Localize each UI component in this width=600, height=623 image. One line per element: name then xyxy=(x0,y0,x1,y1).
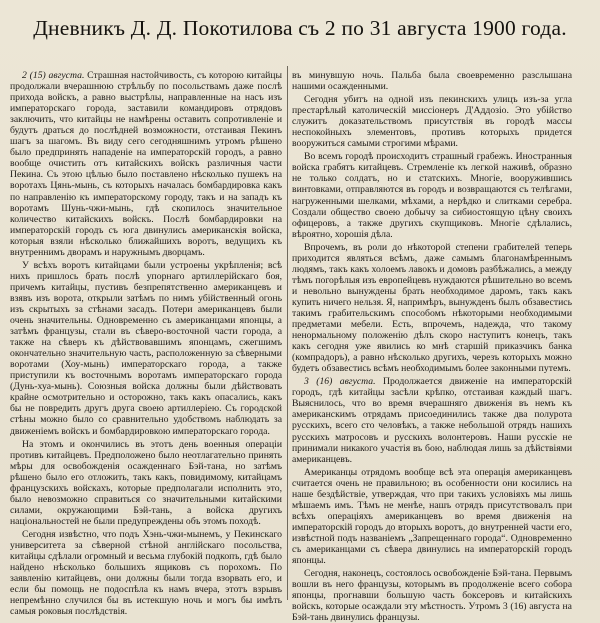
paragraph xyxy=(292,242,572,375)
paragraph xyxy=(292,94,572,149)
paragraph-text: На этомъ и окончились въ этотъ день военныя операціи противъ китайцевъ. Предположено было неотлагательно принять мѣры для освобожденія осажденнаго Бэй-тана, но затѣмъ рѣшено было его отложить, такъ какъ, повидимому, китайцамъ французскихъ войскахъ, которые предполагали исполнить это, было невозможно справиться со значительными китайскими силами, окружающими Бэй-тань, а войска другихъ національностей не были предупреждены объ этомъ походѣ. xyxy=(10,438,282,527)
left-column xyxy=(10,70,282,617)
entry-date: 3 (16) августа. xyxy=(304,376,383,388)
paragraph xyxy=(10,529,282,617)
paragraph-text: Сегодня убитъ на одной изъ пекинскихъ улицъ изъ-за угла престарѣлый католическій миссіонеръ Д'Аддозіо. Это убійство служитъ доказательствомъ присутствія въ городѣ массы неспокойныхъ элементовъ, противъ которыхъ придется вооружиться самыми строгими мѣрами. xyxy=(292,94,572,150)
paragraph-text: въ минувшую ночь. Пальба была своевременно разслышана нашими осажденными. xyxy=(292,70,572,93)
entry-date: 2 (15) августа. xyxy=(22,70,88,81)
paragraph-text: Американцы отрядомъ вообще всѣ эта операція американцевъ считается очень не правильною; въ особенности они косились на наше бездѣйствіе, утверждая, что при такихъ условіяхъ мы лишь мѣшаемъ имъ. Тѣмъ не менѣе, нашъ отрядъ присутствовалъ при всѣхъ операціяхъ американцевъ во время движенія на императорскій городъ до вторыхъ воротъ, до внутренней части его, извѣстной подъ названіемъ „Запрещеннаго города“. Одновременно съ американцами съ сѣвера двинулись на императорскій городъ японцы. xyxy=(292,466,572,567)
paragraph-text: Сегодня извѣстно, что подъ Хэнь-чжи-мынемъ, у Пекинскаго университета за сѣверной стѣной англійскаго посольства, китайцы сдѣлали огромный и весьма глубокій подкопъ, гдѣ было найдено нѣсколько большихъ ящиковъ съ порохомъ. По заявленію китайцевъ, они должны были тогда взорвать его, и если бы помощь не подоспѣла къ намъ вчера, этотъ взрывъ непремѣнно случился бы въ истекшую ночь и могъ бы имѣть самыя роковыя послѣдствія. xyxy=(10,528,282,618)
paragraph xyxy=(292,70,572,92)
paragraph-text: Впрочемъ, въ роли до нѣкоторой степени грабителей теперь приходится являться всѣмъ, даже самымъ благонамѣреннымъ людямъ, такъ какъ холоемъ лавокъ и домовъ разбѣжались, а между тѣмъ погорѣлыя изъ европейцевъ нуждаются рѣшительно во всемъ и невольно вынуждены брать необходимое даромъ, такъ какъ купить ничего нельзя. Я, напримѣръ, вынужденъ былъ обзавестись такимъ грабительскимъ способомъ нѣкоторыми необходимыми предметами мебели. Есть, впрочемъ, надежда, что такому ненормальному положенію дѣлъ скоро наступитъ конецъ, такъ какъ сегодня уже явились ко мнѣ старшій приказчикъ банка (компрадоръ), а равно нѣсколько другихъ, черезъ которыхъ можно будетъ обзавестись всѣмъ необходимымъ более законными путемъ. xyxy=(292,241,572,375)
diary-title: Дневникъ Д. Д. Покотилова съ 2 по 31 августа 1900 года. xyxy=(33,16,567,40)
paragraph xyxy=(292,376,572,464)
column-divider xyxy=(287,66,288,600)
right-column xyxy=(292,70,572,623)
paragraph xyxy=(10,260,282,437)
paragraph xyxy=(292,568,572,623)
paragraph xyxy=(10,70,282,258)
paragraph-text: Страшная настойчивость, съ которою китайцы продолжали вчерашнюю стрѣльбу по посольствамъ даже послѣ прихода войскъ, а равно выстрѣлы, направленные на насъ изъ императорскаго города, заставили командировъ отрядовъ заключить, что китайцы не намѣрены оставить сопротивленіе и будутъ драться до послѣдней возможности, отстаивая Пекинъ шагъ за шагомъ. Въ виду сего сегодняшнимъ утромъ рѣшено было предпринять нападеніе на императорскій городъ, а равно вообще очистить отъ китайскихъ войскъ различныя части Пекина. Съ этою цѣлью было поставлено нѣсколько пушекъ на воротахъ Цянь-мынь, съ которыхъ началась бомбардировка какъ по направленію къ императорскому городу, такъ и на западъ къ воротамъ Шунь-чжи-мынь, гдѣ скопилось значительное количество китайскихъ войскъ. Послѣ бомбардировки на императорскій городъ съ юга двинулись американскія войска, которыя взяли нѣсколько ближайшихъ воротъ, ведущихъ къ внутреннимъ дворамъ и наружнымъ дворцамъ. xyxy=(10,70,283,258)
paragraph xyxy=(292,467,572,566)
paragraph xyxy=(292,151,572,239)
paragraph xyxy=(10,439,282,527)
paragraph-text: Продолжается движеніе на императорскій городъ, гдѣ китайцы засѣли крѣпко, отстаивая каждый шагъ. Выяснилось, что во время вчерашняго движенія въ немъ къ американскимъ отрядамъ присоединились также два полурота русскихъ, всего сто человѣкъ, а также небольшой отрядъ нашихъ русскихъ матросовъ и русскихъ волонтеровъ. Наши русскіе не принимали никакого участія въ бою, наблюдая лишь за дѣйствіями американцевъ. xyxy=(292,376,572,465)
paragraph-text: У всѣхъ воротъ китайцами были устроены укрѣпленія; всѣ нихъ пришлось брать послѣ упорнаго артиллерійскаго боя, причемъ китайцы, пустивъ безпрепятственно американцевъ и взявъ изъ ворота, открыли затѣмъ по нимъ убійственный огонь изъ скрытыхъ за стѣнами засадъ. Потери американцевъ были очень значительны. Одновременно съ американцами японцы, а затѣмъ французы, стали въ сѣверо-восточной части города, а также на сѣверъ къ дѣйствовавшимъ японцамъ, сжегшимъ окончательно значительную часть, расположенную за сѣверными воротами (Хоу-мынь) императорскаго города, а также приступили къ восточнымъ воротамъ императорскаго города (Дунь-хуа-мынь). Союзныя войска должны были дѣйствовать крайне осмотрительно и осторожно, такъ какъ опасались, какъ бы не повредить другъ друга своею артиллеріею. Съ городской стѣны можно было со сравнительно удобствомъ наблюдать за движеніемъ войскъ и бомбардировкою императорскаго города. xyxy=(10,259,282,437)
paragraph-text: Сегодня, наконецъ, состоялось освобожденіе Бэй-тана. Первымъ вошли въ него французы, которымъ въ продолженіе всего собора японцы, прогнавши большую часть боксеровъ и китайскихъ войскъ, которые осаждали эту мѣстность. Утромъ 3 (16) августа на Бэй-тань двинулись французы. xyxy=(292,568,572,623)
paragraph-text: Во всемъ городѣ происходитъ страшный грабежъ. Иностранныя войска грабятъ китайцевъ. Стремленіе къ легкой наживѣ, образно не только солдатъ, но и статскихъ. Многіе, вооружившись винтовками, отправляются въ городъ и возвращаются съ телѣгами, нагруженными шелками, мѣхами, а нерѣдко и слитками серебра. Создали общество своею добычу за сибиостоящую цѣну своихъ офицеровъ, а также другихъ скупщиковъ. Многіе сдѣлались, вѣроятно, хорошія дѣла. xyxy=(292,151,572,240)
